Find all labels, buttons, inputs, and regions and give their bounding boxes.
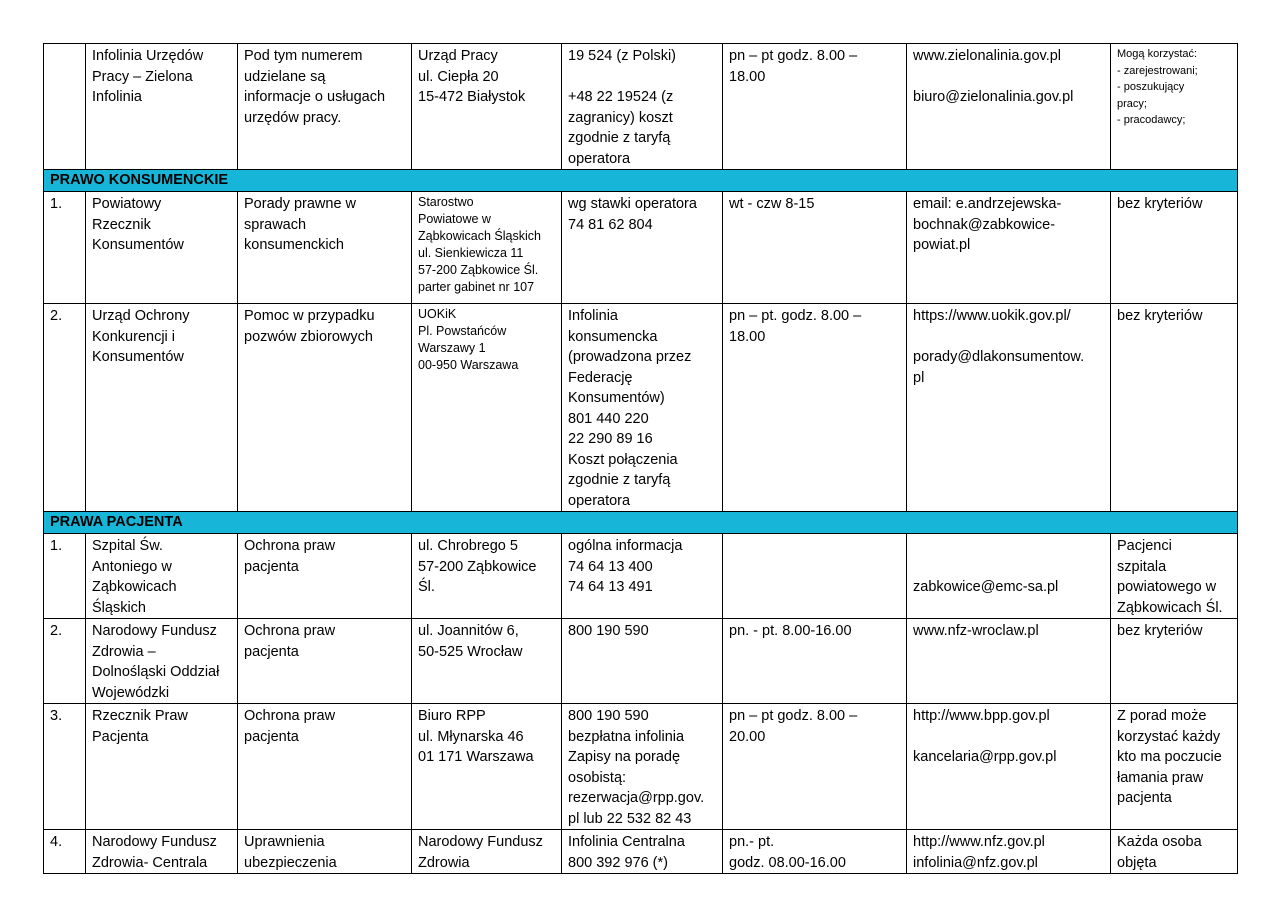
cell-contact: http://www.nfz.gov.pl infolinia@nfz.gov.pl [907, 830, 1111, 874]
cell-scope: Uprawnienia ubezpieczenia [238, 830, 412, 874]
cell-scope: Pomoc w przypadku pozwów zbiorowych [238, 304, 412, 512]
cell-hours: pn – pt godz. 8.00 – 20.00 [723, 704, 907, 830]
cell-phone: wg stawki operatora 74 81 62 804 [562, 192, 723, 304]
cell-phone: ogólna informacja 74 64 13 400 74 64 13 491 [562, 534, 723, 619]
cell-scope: Ochrona praw pacjenta [238, 619, 412, 704]
cell-criteria: bez kryteriów [1111, 304, 1238, 512]
cell-address: Starostwo Powiatowe w Ząbkowicach Śląskich ul. Sienkiewicza 11 57-200 Ząbkowice Śl. parter gabinet nr 107 [412, 192, 562, 304]
table-row [44, 830, 1238, 874]
cell-contact: www.nfz-wroclaw.pl [907, 619, 1111, 704]
table-row [44, 304, 1238, 512]
table-row [44, 44, 1238, 170]
cell-no: 3. [44, 704, 86, 830]
cell-contact: www.zielonalinia.gov.pl biuro@zielonalinia.gov.pl [907, 44, 1111, 170]
table-row [44, 704, 1238, 830]
cell-scope: Ochrona praw pacjenta [238, 534, 412, 619]
cell-scope: Pod tym numerem udzielane są informacje o usługach urzędów pracy. [238, 44, 412, 170]
cell-criteria: Z porad może korzystać każdy kto ma poczucie łamania praw pacjenta [1111, 704, 1238, 830]
cell-hours: wt - czw 8-15 [723, 192, 907, 304]
cell-address: Narodowy Fundusz Zdrowia [412, 830, 562, 874]
cell-contact: https://www.uokik.gov.pl/ porady@dlakonsumentow. pl [907, 304, 1111, 512]
cell-phone: Infolinia Centralna 800 392 976 (*) [562, 830, 723, 874]
cell-name: Powiatowy Rzecznik Konsumentów [86, 192, 238, 304]
section-title: PRAWO KONSUMENCKIE [44, 170, 1238, 192]
section-title: PRAWA PACJENTA [44, 512, 1238, 534]
cell-address: Urząd Pracy ul. Ciepła 20 15-472 Białystok [412, 44, 562, 170]
table-row [44, 534, 1238, 619]
cell-contact: email: e.andrzejewska- bochnak@zabkowice- powiat.pl [907, 192, 1111, 304]
cell-hours: pn. - pt. 8.00-16.00 [723, 619, 907, 704]
cell-no: 1. [44, 534, 86, 619]
cell-criteria: Pacjenci szpitala powiatowego w Ząbkowicach Śl. [1111, 534, 1238, 619]
cell-contact: http://www.bpp.gov.pl kancelaria@rpp.gov.pl [907, 704, 1111, 830]
cell-no: 1. [44, 192, 86, 304]
section-header-row [44, 512, 1238, 534]
cell-criteria: bez kryteriów [1111, 192, 1238, 304]
cell-no: 4. [44, 830, 86, 874]
contacts-table [43, 43, 1238, 874]
cell-phone: 800 190 590 [562, 619, 723, 704]
cell-address: ul. Chrobrego 5 57-200 Ząbkowice Śl. [412, 534, 562, 619]
table-row [44, 619, 1238, 704]
cell-hours [723, 534, 907, 619]
cell-scope: Porady prawne w sprawach konsumenckich [238, 192, 412, 304]
cell-phone: 19 524 (z Polski) +48 22 19524 (z zagranicy) koszt zgodnie z taryfą operatora [562, 44, 723, 170]
cell-criteria: bez kryteriów [1111, 619, 1238, 704]
cell-contact: zabkowice@emc-sa.pl [907, 534, 1111, 619]
cell-phone: Infolinia konsumencka (prowadzona przez Federację Konsumentów) 801 440 220 22 290 89 16 Koszt połączenia zgodnie z taryfą operatora [562, 304, 723, 512]
cell-scope: Ochrona praw pacjenta [238, 704, 412, 830]
cell-no: 2. [44, 619, 86, 704]
cell-name: Urząd Ochrony Konkurencji i Konsumentów [86, 304, 238, 512]
cell-criteria: Każda osoba objęta [1111, 830, 1238, 874]
cell-name: Narodowy Fundusz Zdrowia – Dolnośląski Oddział Wojewódzki [86, 619, 238, 704]
cell-hours: pn.- pt. godz. 08.00-16.00 [723, 830, 907, 874]
cell-no [44, 44, 86, 170]
table-row [44, 192, 1238, 304]
cell-phone: 800 190 590 bezpłatna infolinia Zapisy na poradę osobistą: rezerwacja@rpp.gov. pl lub 22 532 82 43 [562, 704, 723, 830]
section-header-row [44, 170, 1238, 192]
cell-criteria: Mogą korzystać: - zarejestrowani; - poszukujący pracy; - pracodawcy; [1111, 44, 1238, 170]
cell-no: 2. [44, 304, 86, 512]
cell-address: UOKiK Pl. Powstańców Warszawy 1 00-950 Warszawa [412, 304, 562, 512]
cell-name: Narodowy Fundusz Zdrowia- Centrala [86, 830, 238, 874]
cell-address: Biuro RPP ul. Młynarska 46 01 171 Warszawa [412, 704, 562, 830]
cell-hours: pn – pt. godz. 8.00 – 18.00 [723, 304, 907, 512]
cell-name: Szpital Św. Antoniego w Ząbkowicach Śląskich [86, 534, 238, 619]
cell-hours: pn – pt godz. 8.00 – 18.00 [723, 44, 907, 170]
cell-name: Rzecznik Praw Pacjenta [86, 704, 238, 830]
cell-name: Infolinia Urzędów Pracy – Zielona Infolinia [86, 44, 238, 170]
cell-address: ul. Joannitów 6, 50-525 Wrocław [412, 619, 562, 704]
